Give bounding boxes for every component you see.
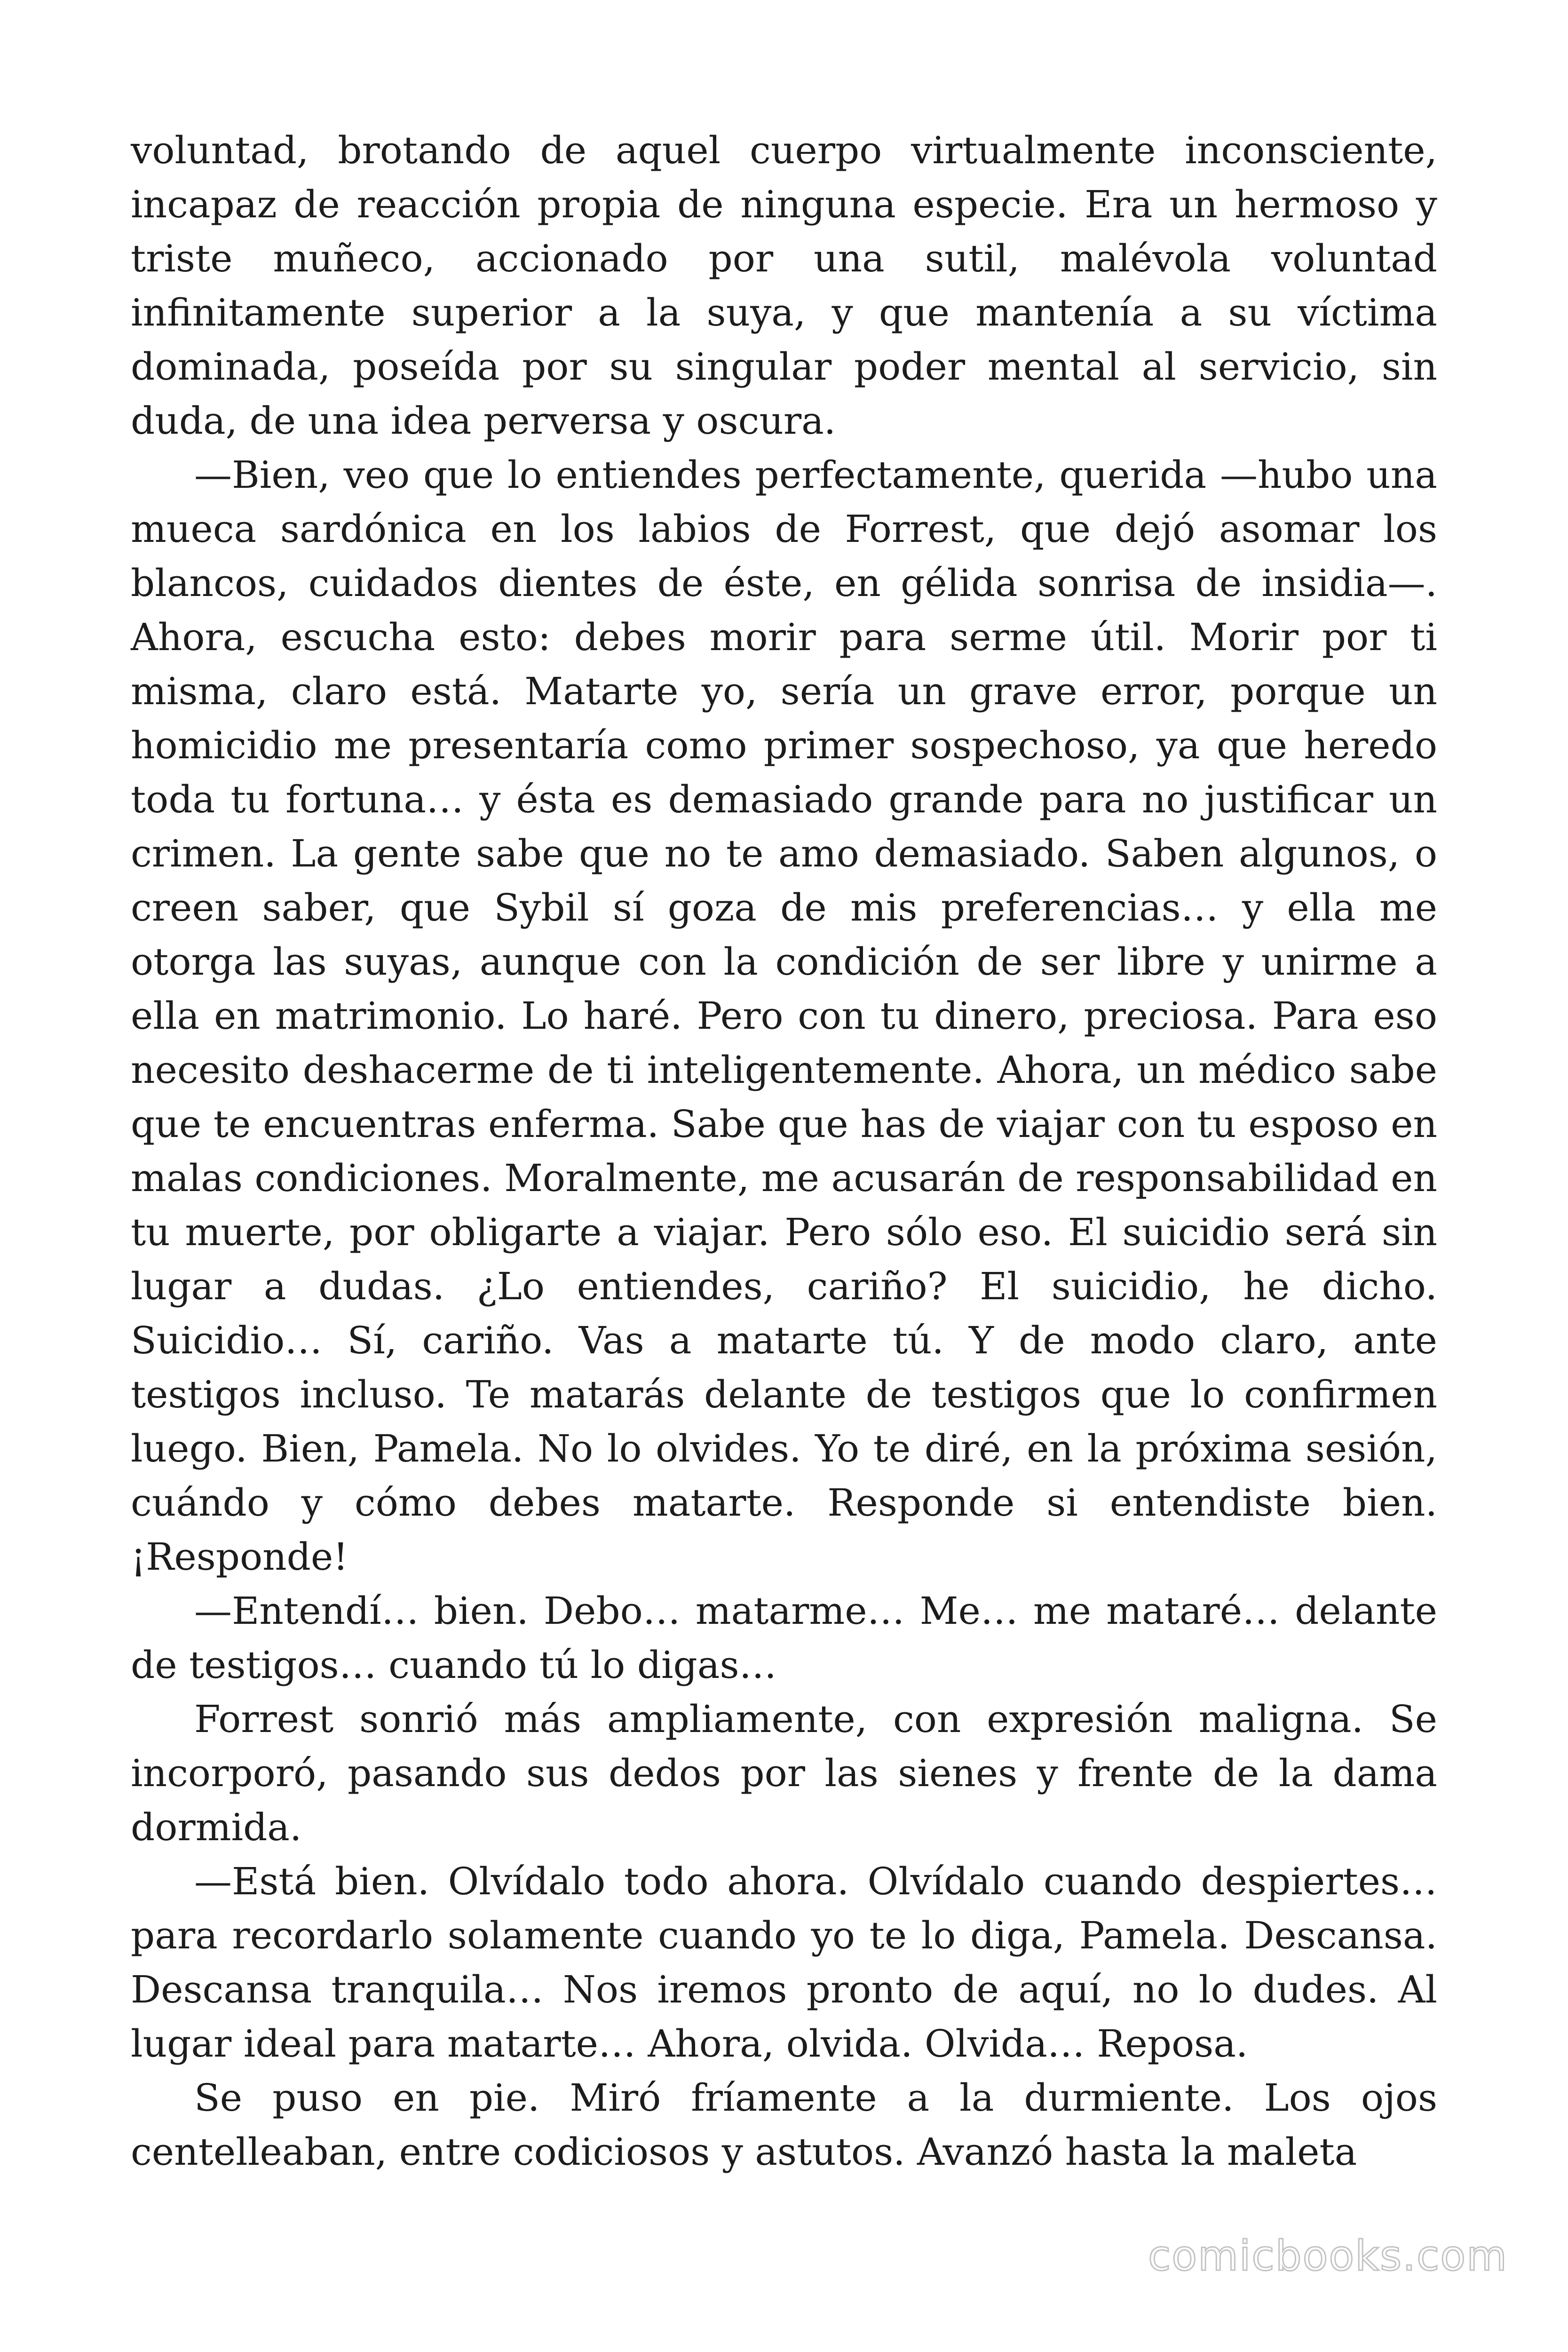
paragraph: —Bien, veo que lo entiendes perfectamente, querida —hubo una mueca sardónica en los labios de Forrest, que dejó asomar los blancos, cuidados dientes de éste, en gélida sonrisa de insidia—. Ahora, escucha esto: debes morir para serme útil. Morir por ti misma, claro está. Matarte yo, sería un grave error, porque un homicidio me presentaría como primer sospechoso, ya que heredo toda tu fortuna… y ésta es demasiado grande para no justificar un crimen. La gente sabe que no te amo demasiado. Saben algunos, o creen saber, que Sybil sí goza de mis preferencias… y ella me otorga las suyas, aunque con la condición de ser libre y unirme a ella en matrimonio. Lo haré. Pero con tu dinero, preciosa. Para eso necesito deshacerme de ti inteligentemente. Ahora, un médico sabe que te encuentras enferma. Sabe que has de viajar con tu esposo en malas condiciones. Moralmente, me acusarán de responsabilidad en tu muerte, por obligarte a viajar. Pero sólo eso. El suicidio será sin lugar a dudas. ¿Lo entiendes, cariño? El suicidio, he dicho. Suicidio… Sí, cariño. Vas a matarte tú. Y de modo claro, ante testigos incluso. Te matarás delante de testigos que lo confirmen luego. Bien, Pamela. No lo olvides. Yo te diré, en la próxima sesión, cuándo y cómo debes matarte. Responde si entendiste bien. ¡Responde! [131, 453, 1437, 1579]
watermark: comicbooks.com [1148, 2232, 1508, 2280]
paragraph: —Está bien. Olvídalo todo ahora. Olvídalo cuando despiertes… para recordarlo solamente cuando yo te lo diga, Pamela. Descansa. Descansa tranquila… Nos iremos pronto de aquí, no lo dudes. Al lugar ideal para matarte… Ahora, olvida. Olvida… Reposa. [131, 1859, 1437, 2066]
paragraph: —Entendí… bien. Debo… matarme… Me… me mataré… delante de testigos… cuando tú lo digas… [131, 1589, 1437, 1687]
paragraph: Se puso en pie. Miró fríamente a la durmiente. Los ojos centelleaban, entre codiciosos y astutos. Avanzó hasta la maleta [131, 2076, 1437, 2174]
book-page-text [131, 123, 1437, 2179]
paragraph: Forrest sonrió más ampliamente, con expresión maligna. Se incorporó, pasando sus dedos por las sienes y frente de la dama dormida. [131, 1697, 1437, 1849]
paragraph: voluntad, brotando de aquel cuerpo virtualmente inconsciente, incapaz de reacción propia de ninguna especie. Era un hermoso y triste muñeco, accionado por una sutil, malévola voluntad infinitamente superior a la suya, y que mantenía a su víctima dominada, poseída por su singular poder mental al servicio, sin duda, de una idea perversa y oscura. [131, 128, 1437, 443]
